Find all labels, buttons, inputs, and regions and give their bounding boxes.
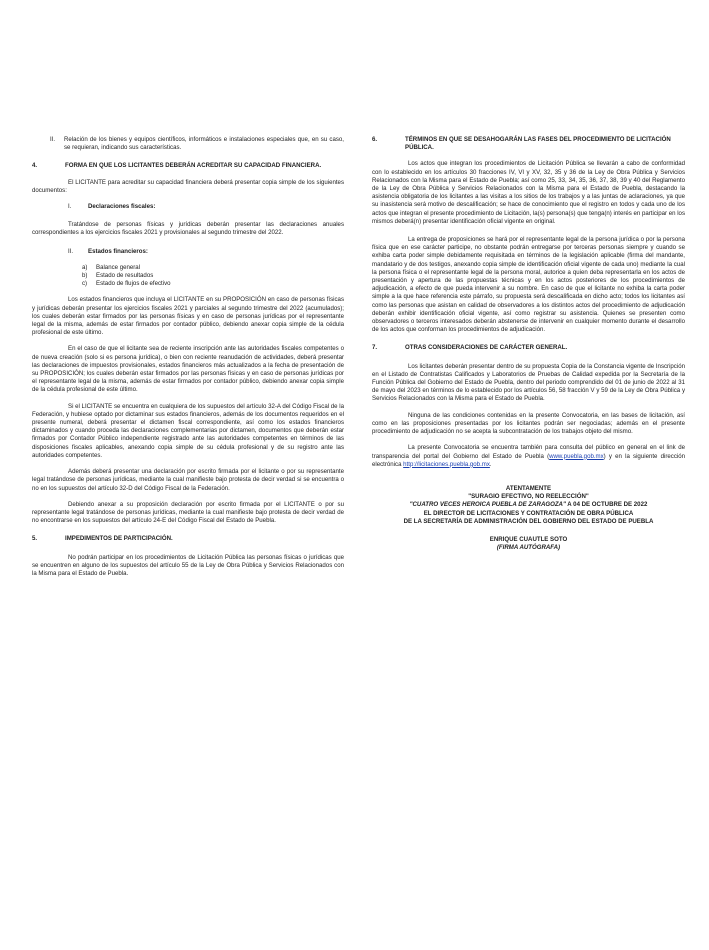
list-item	[82, 272, 344, 280]
paragraph: En el caso de que el licitante sea de reciente inscripción ante las autoridades fiscales competentes o de nueva creación (solo si es persona jurídica), o bien con reciente reanudación de actividades, deberá presentar las declaraciones de impuestos provisionales, estados financieros más actualizados a la fecha de presentación de su PROPOSICIÓN; los cuales deberán estar firmados por las personas físicas y en caso de personas jurídicas por el representante legal de la misma, además de estar firmados por contador público, debiendo anexar copia simple de la cédula profesional de este último.	[32, 345, 344, 394]
section-title: IMPEDIMENTOS DE PARTICIPACIÓN.	[65, 535, 173, 543]
right-column	[372, 136, 685, 552]
closing-motto-line2	[372, 501, 685, 509]
closing-title-line2: DE LA SECRETARÍA DE ADMINISTRACIÓN DEL GOBIERNO DEL ESTADO DE PUEBLA	[403, 517, 654, 525]
list-letter: b)	[82, 272, 88, 280]
list-item	[82, 280, 344, 288]
item-numeral: II.	[50, 136, 56, 143]
paragraph: Ninguna de las condiciones contenidas en la presente Convocatoria, en las bases de licitación, así como en las proposiciones presentadas por los licitantes podrán ser negociadas; además en el presente procedimiento de adjudicación no se acepta la subcontratación de los trabajos objeto del mismo.	[372, 411, 685, 436]
section-title: OTRAS CONSIDERACIONES DE CARÁCTER GENERAL.	[405, 344, 568, 352]
list-letter: c)	[82, 280, 88, 288]
paragraph: Los estados financieros que incluya el LICITANTE en su PROPOSICIÓN en caso de personas físicas y jurídicas deberán presentar los ejercicios fiscales 2021 y parciales al segundo trimestre del 2022 (acumulados); los cuales deberán estar firmados por las personas físicas y en caso de personas jurídicas por el representante legal de la misma, además de estar firmados por contador público, debiendo anexar copia simple de la cédula profesional de este último.	[32, 296, 344, 337]
consulta-text-middle: ) y en la siguiente dirección electrónica	[372, 452, 686, 468]
section-7-heading	[372, 344, 685, 352]
section-number: 7.	[372, 344, 378, 352]
closing-salutation: ATENTAMENTE	[505, 484, 552, 492]
paragraph: Si el LICITANTE se encuentra en cualquiera de los supuestos del artículo 32-A del Código Fiscal de la Federación, y hubiese optado por dictaminar sus estados financieros, además de los documentos requeridos en el presente numeral, deberá presentar el dictamen fiscal correspondiente, así como los estados financieros dictaminados y cuando proceda las declaraciones complementarias por dictamen, documentos que deberán estar firmados por Contador Público independiente registrado ante las autoridades competentes en términos de las disposiciones fiscales aplicables, anexando copia simple de su cédula profesional y de su registro ante las autoridades competentes.	[32, 402, 344, 459]
subsection-numeral: I.	[68, 203, 72, 211]
paragraph: Los licitantes deberán presentar dentro de su propuesta Copia de la Constancia vigente de Inscripción en el Listado de Contratistas Calificados y Laboratorios de Pruebas de Calidad expedida por la Secretaría de la Función Pública del Gobierno del Estado de Puebla, dentro del periodo comprendido del 01 de junio de 2022 al 31 de mayo del 2023 en términos de lo establecido por los artículos 56, 58 fracción V y 59 de la Ley de Obra Pública y Servicios Relacionados con la Misma para el Estado de Puebla.	[372, 362, 685, 403]
estados-list	[82, 264, 344, 289]
section-6-heading	[372, 136, 685, 152]
paragraph: La entrega de proposiciones se hará por el representante legal de la persona jurídica o por la persona física que en ese carácter participe, no obstante podrán entregarse por terceras personas siempre y cuando se exhiba carta poder simple debidamente requisitada en términos de la legislación aplicable (firma del mandante, mandatario y de dos testigos, anexando copia simple de identificación oficial vigente de cada uno) mediante la cual la persona física o el representante legal de la persona moral, autorice a quien deba representarla en los actos de presentación y apertura de las propuestas técnicas y en los actos posteriores de los procedimientos de adjudicación, a efecto de que pueda intervenir a su nombre. En caso de que el licitante no exhiba la carta poder simple a la que hace referencia este párrafo, su propuesta será descalificada en dicho acto; todos los licitantes así como las personas que asistan en calidad de observadores a los distintos actos del procedimiento de adjudicación deberán exhibir identificación oficial vigente, así como registrar su asistencia. Quienes se presenten como observadores o terceros interesados deberán abstenerse de intervenir en cualquier momento durante el desarrollo de los actos que conforman los procedimientos de adjudicación.	[372, 236, 685, 334]
section-number: 6.	[372, 136, 378, 143]
motto-heroica: "CUATRO VECES HEROICA PUEBLA DE ZARAGOZA"	[409, 501, 566, 509]
subsection-numeral: II.	[68, 247, 74, 255]
subsection-title: Declaraciones fiscales:	[88, 203, 156, 211]
declaraciones-text: Tratándose de personas físicas y jurídicas deberán presentar las declaraciones anuales correspondientes a los ejercicios fiscales 2021 y provisionales al segundo trimestre del 2022.	[32, 221, 344, 237]
closing-motto: "SURAGIO EFECTIVO, NO REELECCIÓN"	[468, 493, 589, 501]
item-text: Relación de los bienes y equipos científicos, informáticos e instalaciones especiales que, en su caso, se requieran, indicando sus características.	[64, 136, 344, 152]
paragraph: Debiendo anexar a su proposición declaración por escrito firmada por el LICITANTE o por su representante legal tratándose de personas jurídicas, mediante la cual manifieste bajo protesta de decir verdad de no encontrarse en los supuestos del artículo 24-E del Código Fiscal del Estado de Puebla.	[32, 500, 344, 525]
list-item	[82, 264, 344, 272]
subsection-declaraciones-heading	[68, 203, 344, 211]
list-letter: a)	[82, 263, 88, 271]
section-number: 4.	[32, 162, 38, 170]
consulta-paragraph	[372, 444, 685, 469]
requirement-item-ii	[50, 136, 344, 152]
paragraph: Además deberá presentar una declaración por escrito firmada por el licitante o por su representante legal tratándose de personas jurídicas, mediante la cual manifieste bajo protesta de decir verdad si se encuentra o no en los supuestos del artículo 32-D del Código Fiscal de la Federación.	[32, 468, 344, 492]
list-text: Balance general	[96, 263, 141, 271]
list-text: Estado de flujos de efectivo	[96, 280, 171, 288]
closing-block	[372, 485, 685, 552]
section-4-heading	[32, 162, 344, 170]
section-title: FORMA EN QUE LOS LICITANTES DEBERÁN ACREDITAR SU CAPACIDAD FINANCIERA.	[65, 162, 322, 170]
subsection-title: Estados financieros:	[88, 247, 148, 255]
subsection-estados-heading	[68, 248, 344, 256]
section-5-heading	[32, 535, 344, 543]
section-4-intro: El LICITANTE para acreditar su capacidad financiera deberá presentar copia simple de los siguientes documentos:	[32, 178, 344, 194]
paragraph: Los actos que integran los procedimientos de Licitación Pública se llevarán a cabo de conformidad con lo establecido en los artículos 30 fracciones IV, VI y XV, 32, 35 y 36 de la Ley de Obra Pública y Servicios Relacionados con la Misma para el Estado de Puebla; así como 25, 33, 34, 35, 36, 37, 38, 39 y 40 del Reglamento de la Ley de Obra Pública y Servicios Relacionados con la Misma para el Estado de Puebla, destacando la asistencia obligatoria de los licitantes a las visitas a los sitios de los trabajos y a las juntas de aclaraciones, ya que su inasistencia será motivo de descalificación; se hace de conocimiento que el registro en todos y cada uno de los actos que integran el presente procedimiento de Licitación, la(s) persona(s) que tenga(n) interés en participar en los mismos deberá(n) presentar identificación oficial vigente en original.	[372, 160, 685, 225]
consulta-text-before: La presente Convocatoria se encuentra también para consulta del público en general en el link de transparencia del portal del Gobierno del Estado de Puebla (	[372, 444, 685, 460]
list-text: Estado de resultados	[96, 272, 154, 280]
motto-date: A 04 DE OCTUBRE DE 2022	[565, 501, 648, 509]
puebla-gob-link[interactable]: www.puebla.gob.mx	[549, 452, 604, 460]
signature-note: (FIRMA AUTÓGRAFA)	[496, 544, 561, 552]
closing-title-line1: EL DIRECTOR DE LICITACIONES Y CONTRATACIÓN DE OBRA PÚBLICA	[423, 509, 634, 517]
licitaciones-link[interactable]: http://licitaciones.puebla.gob.mx	[403, 460, 490, 468]
consulta-text-after: .	[489, 460, 492, 468]
left-column	[32, 136, 344, 578]
section-number: 5.	[32, 535, 38, 543]
section-5-text: No podrán participar en los procedimientos de Licitación Pública las personas físicas o jurídicas que se encuentren en alguno de los supuestos del artículo 55 de la Ley de Obra Pública y Servicios Relacionados con la Misma para el Estado de Puebla.	[32, 553, 344, 577]
section-title: TÉRMINOS EN QUE SE DESAHOGARÁN LAS FASES DEL PROCEDIMIENTO DE LICITACIÓN PÚBLICA.	[405, 136, 671, 152]
signer-name: ENRIQUE CUAUTLE SOTO	[489, 535, 568, 543]
